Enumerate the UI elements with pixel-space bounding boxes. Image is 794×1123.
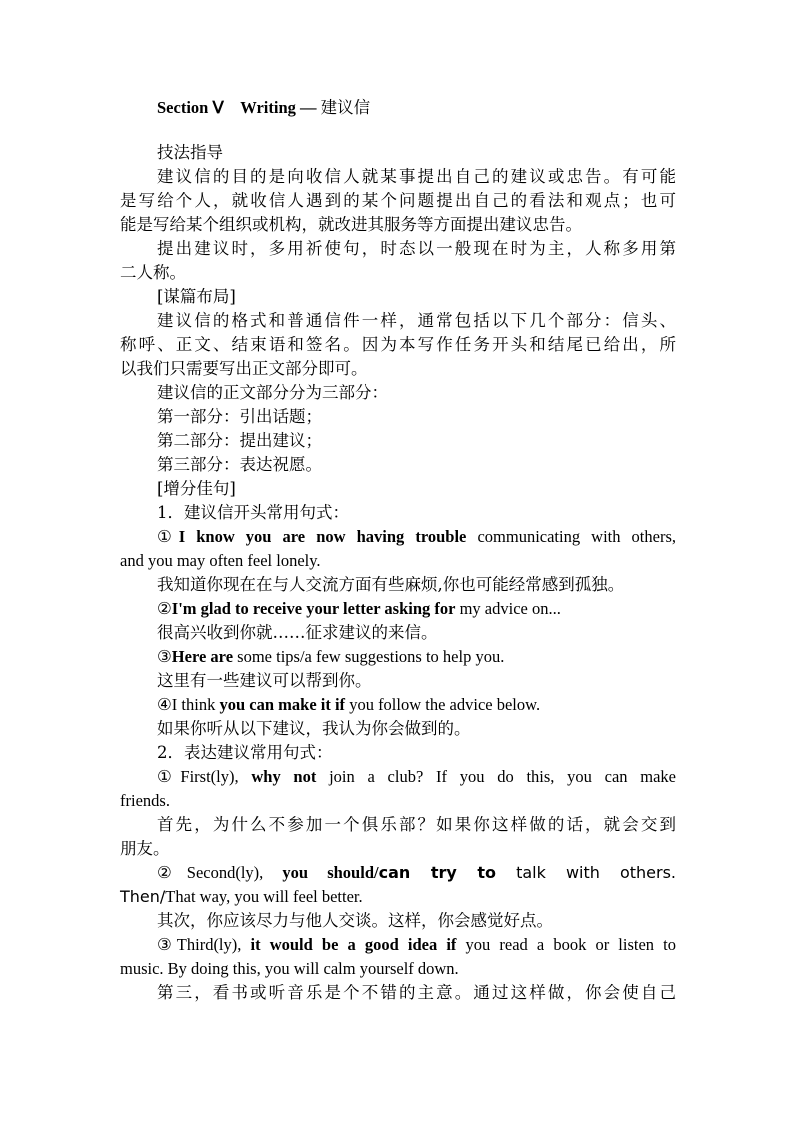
sentences-heading: [增分佳句] — [157, 479, 236, 498]
sentence-translation: 首先，为什么不参加一个俱乐部？如果你这样做的话，就会交到 — [157, 815, 676, 834]
skills-paragraph-line: 能是写给某个组织或机构，就改进其服务等方面提出建议忠告。 — [120, 215, 582, 234]
sentence-example: ②Second(ly), you should/can try to talk with others. — [157, 863, 677, 882]
skills-paragraph-line: 建议信的目的是向收信人就某事提出自己的建议或忠告。有可能 — [157, 167, 676, 186]
sentence-example: ③Here are some tips/a few suggestions to help you. — [157, 647, 505, 666]
sentence-example: ②I'm glad to receive your letter asking for my advice on... — [157, 599, 561, 618]
sentence-translation: 第三，看书或听音乐是个不错的主意。通过这样做，你会使自己 — [157, 983, 676, 1002]
layout-paragraph-line: 称呼、正文、结束语和签名。因为本写作任务开头和结尾已给出，所 — [120, 335, 676, 354]
sentence-translation: 其次，你应该尽力与他人交谈。这样，你会感觉好点。 — [157, 911, 553, 930]
sentence-translation: 我知道你现在在与人交流方面有些麻烦,你也可能经常感到孤独。 — [157, 575, 625, 594]
sentence-example-line: music. By doing this, you will calm yourself down. — [120, 959, 459, 978]
skills-paragraph-line: 提出建议时，多用祈使句，时态以一般现在时为主，人称多用第 — [157, 239, 676, 258]
layout-part-item: 第一部分：引出话题； — [157, 407, 322, 426]
skills-heading: 技法指导 — [157, 143, 223, 162]
document-page — [120, 96, 676, 1005]
layout-part-item: 第二部分：提出建议； — [157, 431, 322, 450]
title-writing: Writing — — [240, 98, 317, 117]
skills-paragraph-line: 是写给个人，就收信人遇到的某个问题提出自己的看法和观点；也可 — [120, 191, 676, 210]
page-title — [157, 96, 676, 120]
layout-part-item: 第三部分：表达祝愿。 — [157, 455, 322, 474]
layout-paragraph-line: 建议信的格式和普通信件一样，通常包括以下几个部分：信头、 — [157, 311, 676, 330]
title-section: Section Ⅴ — [157, 98, 224, 117]
sentence-example-line: Then/That way, you will feel better. — [120, 887, 363, 906]
sentence-example-line: friends. — [120, 791, 170, 810]
skills-paragraph-line: 二人称。 — [120, 263, 186, 282]
title-topic: 建议信 — [320, 98, 371, 117]
sentence-translation: 如果你听从以下建议，我认为你会做到的。 — [157, 719, 471, 738]
group2-title: 2．表达建议常用句式： — [157, 743, 333, 762]
sentence-example-line: and you may often feel lonely. — [120, 551, 321, 570]
sentence-example: ①I know you are now having trouble communicating with others, — [157, 527, 676, 546]
sentence-example: ①First(ly), why not join a club? If you do this, you can make — [157, 767, 676, 786]
group1-title: 1．建议信开头常用句式： — [157, 503, 349, 522]
sentence-example: ③Third(ly), it would be a good idea if you read a book or listen to — [157, 935, 676, 954]
sentence-example: ④I think you can make it if you follow the advice below. — [157, 695, 541, 714]
sentence-translation: 很高兴收到你就……征求建议的来信。 — [157, 623, 438, 642]
layout-heading: [谋篇布局] — [157, 287, 236, 306]
sentence-translation: 这里有一些建议可以帮到你。 — [157, 671, 372, 690]
layout-paragraph-line: 建议信的正文部分分为三部分： — [157, 383, 388, 402]
sentence-translation: 朋友。 — [120, 839, 170, 858]
layout-paragraph-line: 以我们只需要写出正文部分即可。 — [120, 359, 368, 378]
